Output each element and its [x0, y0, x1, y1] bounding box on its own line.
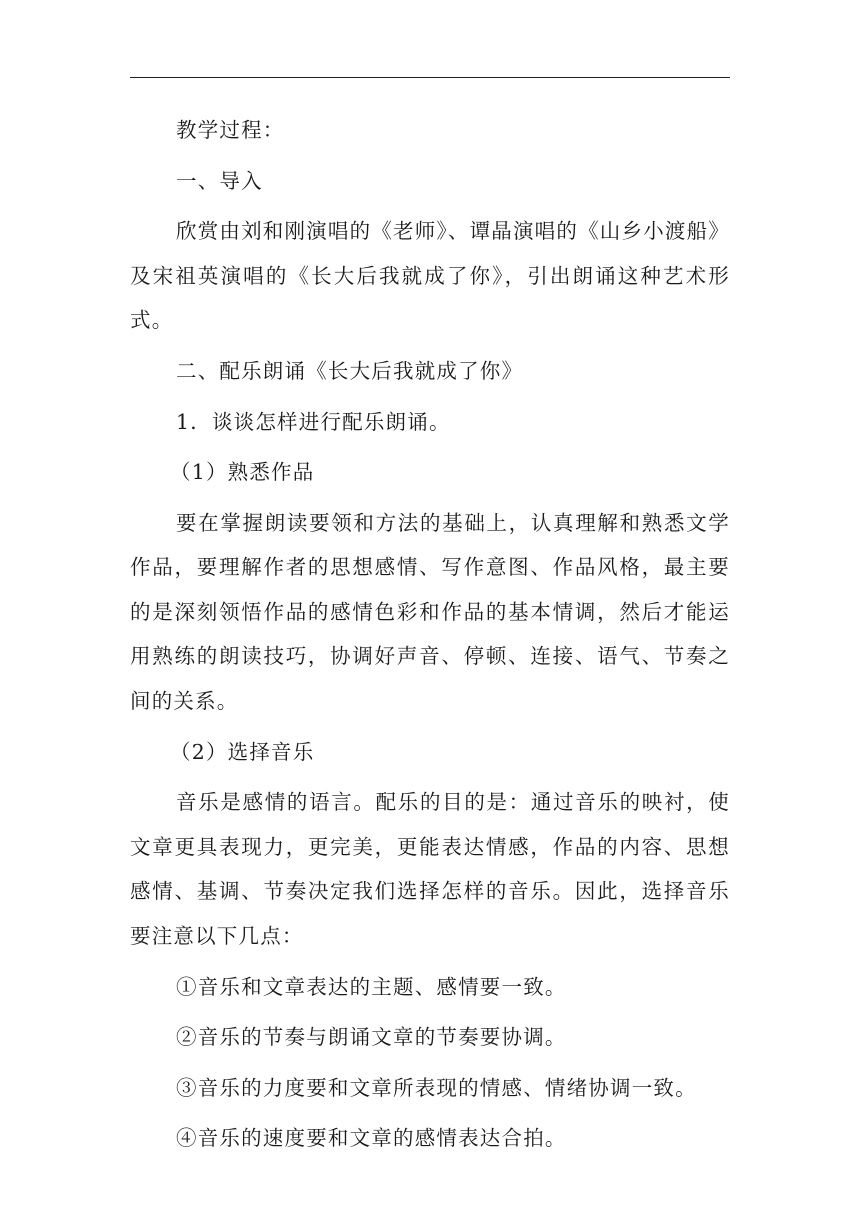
heading-step-1: 1．谈谈怎样进行配乐朗诵。	[176, 409, 451, 434]
heading-music-recitation: 二、配乐朗诵《长大后我就成了你》	[176, 359, 524, 383]
paragraph-choose-music: 音乐是感情的语言。配乐的目的是：通过音乐的映衬，使文章更具表现力，更完美，更能表达情感，作品的内容、思想感情、基调、节奏决定我们选择怎样的音乐。因此，选择音乐要注意以下几点：	[130, 790, 730, 948]
heading-familiarize-work: （1）熟悉作品	[170, 460, 315, 484]
list-item-3: ③音乐的力度要和文章所表现的情感、情绪协调一致。	[176, 1075, 697, 1100]
heading-introduction: 一、导入	[176, 168, 263, 193]
list-item-1: ①音乐和文章表达的主题、感情要一致。	[176, 974, 567, 999]
document-body	[130, 108, 730, 1167]
list-item-2: ②音乐的节奏与朗诵文章的节奏要协调。	[176, 1025, 567, 1049]
paragraph-introduction: 欣赏由刘和刚演唱的《老师》、谭晶演唱的《山乡小渡船》及宋祖英演唱的《长大后我就成了你》，引出朗诵这种艺术形式。	[130, 219, 730, 332]
list-item-4: ④音乐的速度要和文章的感情表达合拍。	[176, 1126, 567, 1150]
header-rule	[130, 77, 730, 78]
heading-choose-music: （2）选择音乐	[170, 739, 315, 764]
paragraph-teaching-process: 教学过程：	[176, 118, 285, 142]
paragraph-familiarize-work: 要在掌握朗读要领和方法的基础上，认真理解和熟悉文学作品，要理解作者的思想感情、写作意图、作品风格，最主要的是深刻领悟作品的感情色彩和作品的基本情调，然后才能运用熟练的朗读技巧，协调好声音、停顿、连接、语气、节奏之间的关系。	[130, 510, 730, 713]
